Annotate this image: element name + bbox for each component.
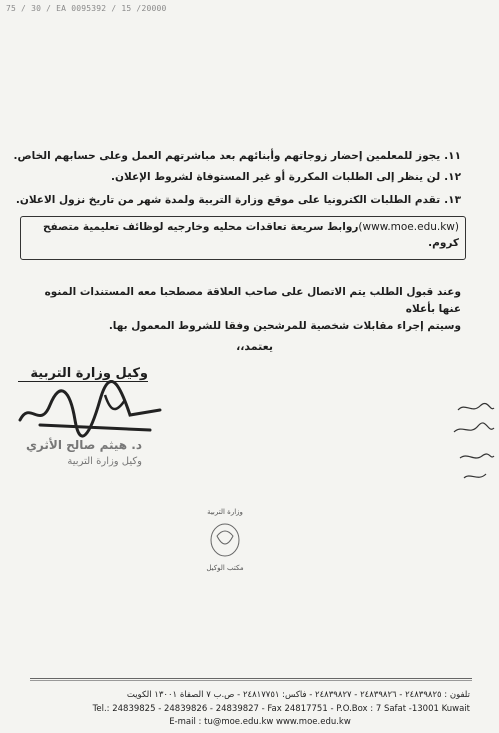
stamp-line-2: مكتب الوكيل — [206, 564, 244, 572]
item-text: لن ينظر إلى الطلبات المكررة أو غير المستوفاة لشروط الإعلان. — [111, 171, 441, 183]
handwritten-margin-notes — [450, 400, 498, 490]
item-number: ١٢. — [444, 171, 461, 183]
paragraph-line-2: وسيتم إجراء مقابلات شخصية للمرشحين وفقا للشروط المعمول بها. — [108, 320, 461, 332]
reference-number: 75 / 30 / EA 0095392 / 15 /20000 — [6, 4, 167, 13]
footer-contact-english: Tel.: 24839825 - 24839826 - 24839827 - Fax 24817751 - P.O.Box : 7 Safat -13001 Kuwait — [92, 704, 470, 714]
website-url[interactable]: (www.moe.edu.kw) — [358, 221, 459, 233]
footer-contact-arabic: تلفون : ٢٤٨٣٩٨٢٥ - ٢٤٨٣٩٨٢٦ - ٢٤٨٣٩٨٢٧ - فاكس: ٢٤٨١٧٧٥١ - ص.ب ٧ الصفاة ١٣٠٠١ الكويت — [126, 690, 470, 700]
link-box-line-1 — [27, 221, 459, 233]
list-item-11 — [13, 150, 461, 162]
handwritten-signature — [10, 380, 170, 440]
list-item-12 — [31, 171, 461, 183]
item-number: ١١. — [444, 150, 461, 162]
list-item-13 — [15, 194, 461, 206]
application-link-box — [20, 216, 466, 260]
paragraph-line-1: وعند قبول الطلب يتم الاتصال على صاحب العلاقة مصطحبا معه المستندات المنوه عنها بأعلاه — [44, 286, 461, 315]
footer-divider-secondary — [30, 680, 472, 681]
signer-subtitle: وكيل وزارة التربية — [67, 456, 142, 467]
item-text: يجوز للمعلمين إحضار زوجاتهم وأبنائهم بعد مباشرتهم العمل وعلى حسابهم الخاص. — [13, 150, 441, 162]
approval-closing: يعتمد،، — [236, 340, 273, 353]
signer-title: وكيل وزارة التربية — [18, 366, 148, 382]
footer-divider — [30, 678, 472, 679]
item-number: ١٣. — [444, 194, 461, 206]
link-box-line-2: كروم. — [428, 237, 459, 249]
footer-email-web: E-mail : tu@moe.edu.kw www.moe.edu.kw — [169, 717, 351, 727]
stamp-line-1: وزارة التربية — [207, 508, 243, 516]
item-text: تقدم الطلبات الكترونيا على موقع وزارة التربية ولمدة شهر من تاريخ نزول الاعلان. — [15, 194, 441, 206]
signer-name: د. هيثم صالح الأثري — [25, 438, 142, 452]
ministry-stamp-seal — [190, 500, 260, 580]
link-box-text: روابط سريعة تعاقدات محليه وخارجيه لوظائف تعليمية متصفح — [42, 221, 359, 233]
instructions-paragraph — [21, 284, 461, 335]
